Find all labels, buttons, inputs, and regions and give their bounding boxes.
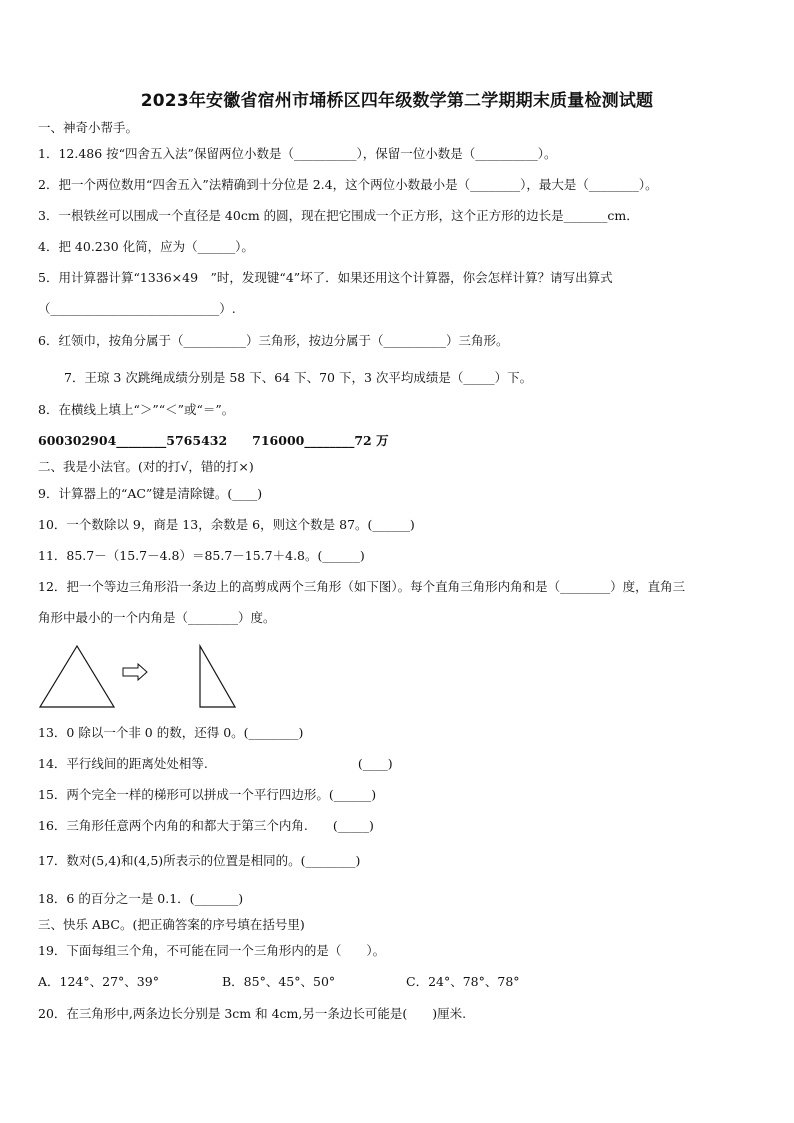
question-10: 10．一个数除以 9，商是 13，余数是 6，则这个数是 87。(______) (38, 517, 415, 532)
section-heading-2: 二、我是小法官。(对的打√，错的打×) (38, 459, 254, 474)
right-triangle (200, 646, 235, 707)
question-8-items: 600302904________5765432 716000________72 万 (38, 433, 389, 448)
section-heading-3: 三、快乐 ABC。(把正确答案的序号填在括号里) (38, 917, 305, 932)
question-5-answer: （___________________________）. (38, 301, 236, 316)
question-16: 16．三角形任意两个内角的和都大于第三个内角. (_____) (38, 818, 374, 833)
section-heading-1: 一、神奇小帮手。 (38, 120, 139, 135)
question-7: 7．王琼 3 次跳绳成绩分别是 58 下、64 下、70 下，3 次平均成绩是（_____）下。 (64, 370, 533, 385)
question-3: 3．一根铁丝可以围成一个直径是 40cm 的圆，现在把它围成一个正方形，这个正方形的边长是_______cm． (38, 208, 639, 223)
page-title: 2023年安徽省宿州市埇桥区四年级数学第二学期期末质量检测试题 (140, 91, 654, 111)
question-14: 14．平行线间的距离处处相等. (____) (38, 756, 393, 771)
question-13: 13．0 除以一个非 0 的数，还得 0。(________) (38, 725, 304, 740)
question-11: 11．85.7－（15.7－4.8）＝85.7－15.7＋4.8。(______) (38, 548, 365, 563)
option-c: C．24°、78°、78° (406, 974, 520, 989)
arrow-right-icon (123, 664, 147, 680)
question-1: 1．12.486 按“四舍五入法”保留两位小数是（__________），保留一位小数是（__________）。 (38, 146, 557, 161)
option-a: A．124°、27°、39° (38, 974, 159, 989)
question-12-cont: 角形中最小的一个内角是（________）度。 (38, 610, 276, 625)
equilateral-triangle (40, 646, 114, 707)
question-8: 8．在横线上填上“＞”“＜”或“＝”。 (38, 402, 235, 417)
question-6: 6．红领巾，按角分属于（__________）三角形，按边分属于（__________）三角形。 (38, 333, 509, 348)
question-2: 2．把一个两位数用“四舍五入”法精确到十分位是 2.4，这个两位小数最小是（________），最大是（________）。 (38, 177, 658, 192)
triangle-figure (38, 644, 248, 710)
question-17: 17．数对(5,4)和(4,5)所表示的位置是相同的。(________) (38, 853, 361, 868)
question-4: 4．把 40.230 化简，应为（______）。 (38, 239, 254, 254)
question-20: 20．在三角形中,两条边长分别是 3cm 和 4cm,另一条边长可能是( )厘米. (38, 1006, 467, 1021)
question-18: 18．6 的百分之一是 0.1．(_______) (38, 891, 244, 906)
triangle-cut-diagram (38, 644, 248, 710)
question-15: 15．两个完全一样的梯形可以拼成一个平行四边形。(______) (38, 787, 377, 802)
question-5: 5．用计算器计算“1336×49 ”时，发现键“4”坏了．如果还用这个计算器，你会怎样计算？请写出算式 (38, 270, 613, 285)
option-b: B．85°、45°、50° (222, 974, 336, 989)
question-19: 19．下面每组三个角，不可能在同一个三角形内的是（ ）。 (38, 943, 386, 958)
question-9: 9．计算器上的“AC”键是清除键。(____) (38, 486, 263, 501)
question-12: 12．把一个等边三角形沿一条边上的高剪成两个三角形（如下图）。每个直角三角形内角和是（________）度，直角三 (38, 579, 686, 594)
